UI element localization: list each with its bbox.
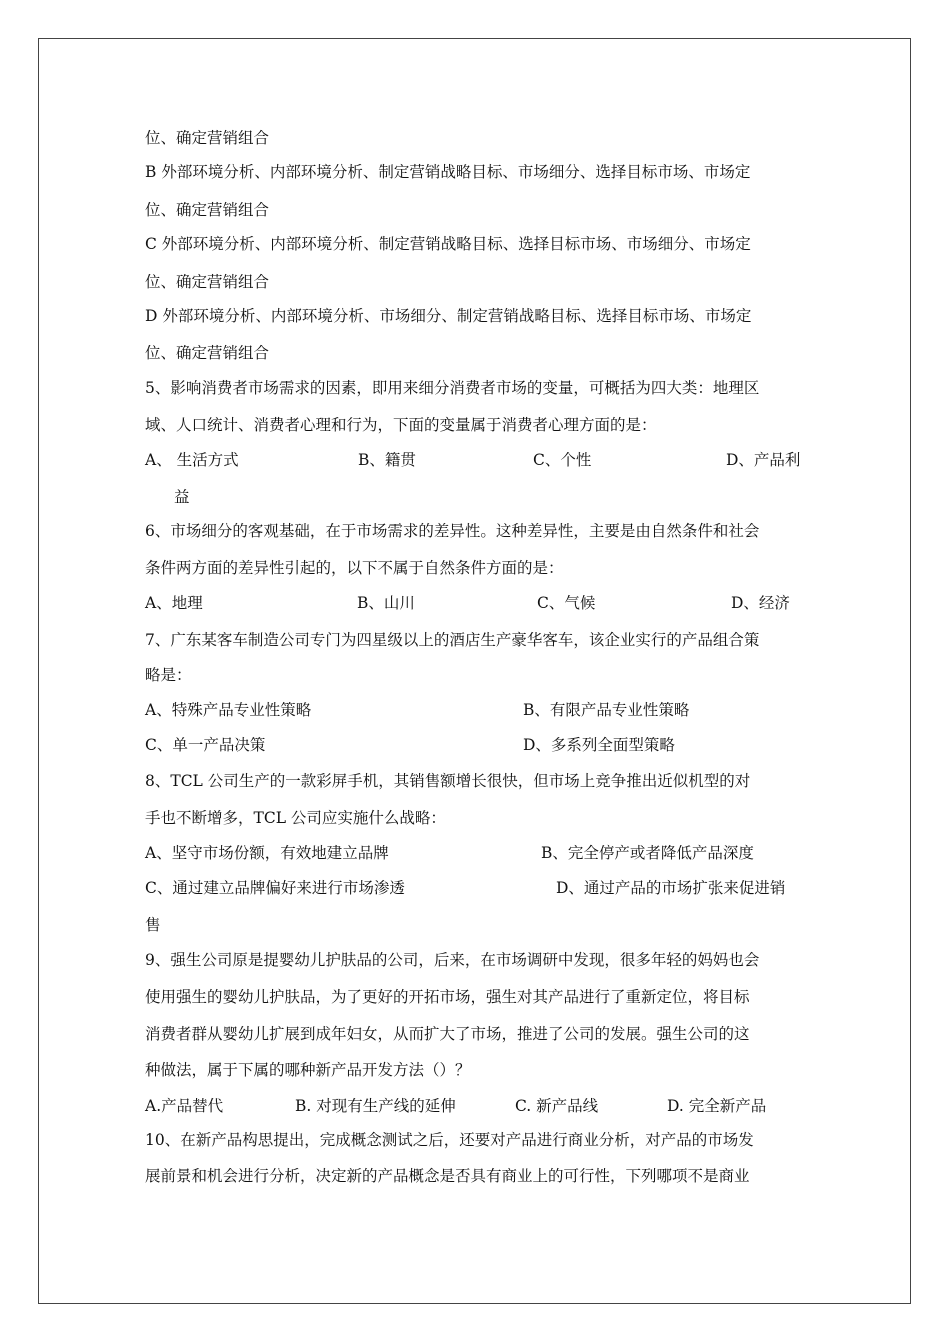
- q8-option-a: A、坚守市场份额，有效地建立品牌: [145, 844, 389, 862]
- q8-stem-line2: 手也不断增多，TCL 公司应实施什么战略：: [145, 809, 446, 827]
- q6-option-b: B、山川: [357, 594, 415, 612]
- q4-option-d-line1: D 外部环境分析、内部环境分析、市场细分、制定营销战略目标、选择目标市场、市场定: [145, 307, 752, 325]
- q7-option-a: A、特殊产品专业性策略: [145, 701, 312, 719]
- q6-option-d: D、经济: [731, 594, 790, 612]
- q8-option-c: C、通过建立品牌偏好来进行市场渗透: [145, 879, 405, 897]
- q10-stem-line1: 10、在新产品构思提出，完成概念测试之后，还要对产品进行商业分析，对产品的市场发: [145, 1131, 754, 1149]
- q9-stem-line4: 种做法，属于下属的哪种新产品开发方法（）？: [145, 1061, 471, 1079]
- q9-stem-line1: 9、强生公司原是提婴幼儿护肤品的公司，后来，在市场调研中发现，很多年轻的妈妈也会: [145, 951, 760, 969]
- q7-stem-line2: 略是：: [145, 666, 192, 684]
- q4-option-b-line2: 位、确定营销组合: [145, 201, 270, 219]
- q8-stem-line1: 8、TCL 公司生产的一款彩屏手机，其销售额增长很快，但市场上竞争推出近似机型的对: [145, 772, 751, 790]
- q5-option-b: B、籍贯: [358, 451, 416, 469]
- q5-option-d-wrap: 益: [174, 488, 190, 506]
- q6-stem-line1: 6、市场细分的客观基础，在于市场需求的差异性。这种差异性，主要是由自然条件和社会: [145, 522, 760, 540]
- q4-option-b-line1: B 外部环境分析、内部环境分析、制定营销战略目标、市场细分、选择目标市场、市场定: [145, 163, 751, 181]
- q10-stem-line2: 展前景和机会进行分析，决定新的产品概念是否具有商业上的可行性，下列哪项不是商业: [145, 1167, 750, 1185]
- q6-stem-line2: 条件两方面的差异性引起的，以下不属于自然条件方面的是：: [145, 559, 564, 577]
- q9-option-d: D. 完全新产品: [667, 1097, 767, 1115]
- q5-option-a: A、 生活方式: [145, 451, 239, 469]
- q7-option-c: C、单一产品决策: [145, 736, 266, 754]
- q9-option-a: A.产品替代: [145, 1097, 224, 1115]
- q7-option-b: B、有限产品专业性策略: [523, 701, 690, 719]
- q6-option-a: A、地理: [145, 594, 203, 612]
- q4-option-c-line1: C 外部环境分析、内部环境分析、制定营销战略目标、选择目标市场、市场细分、市场定: [145, 235, 751, 253]
- q4-a-tail: 位、确定营销组合: [145, 129, 270, 147]
- q8-option-d-wrap: 售: [145, 916, 161, 934]
- q8-option-b: B、完全停产或者降低产品深度: [541, 844, 754, 862]
- q5-stem-line1: 5、影响消费者市场需求的因素，即用来细分消费者市场的变量，可概括为四大类：地理区: [145, 379, 760, 397]
- q4-option-c-line2: 位、确定营销组合: [145, 273, 270, 291]
- q6-option-c: C、气候: [537, 594, 596, 612]
- q7-stem-line1: 7、广东某客车制造公司专门为四星级以上的酒店生产豪华客车，该企业实行的产品组合策: [145, 631, 760, 649]
- q9-option-b: B. 对现有生产线的延伸: [295, 1097, 456, 1115]
- q9-stem-line2: 使用强生的婴幼儿护肤品，为了更好的开拓市场，强生对其产品进行了重新定位，将目标: [145, 988, 750, 1006]
- q9-stem-line3: 消费者群从婴幼儿扩展到成年妇女，从而扩大了市场，推进了公司的发展。强生公司的这: [145, 1025, 750, 1043]
- q5-option-d: D、产品利: [726, 451, 801, 469]
- q5-stem-line2: 域、人口统计、消费者心理和行为，下面的变量属于消费者心理方面的是：: [145, 416, 657, 434]
- q5-option-c: C、个性: [533, 451, 592, 469]
- q4-option-d-line2: 位、确定营销组合: [145, 344, 270, 362]
- q8-option-d: D、通过产品的市场扩张来促进销: [556, 879, 786, 897]
- q7-option-d: D、多系列全面型策略: [523, 736, 675, 754]
- q9-option-c: C. 新产品线: [515, 1097, 599, 1115]
